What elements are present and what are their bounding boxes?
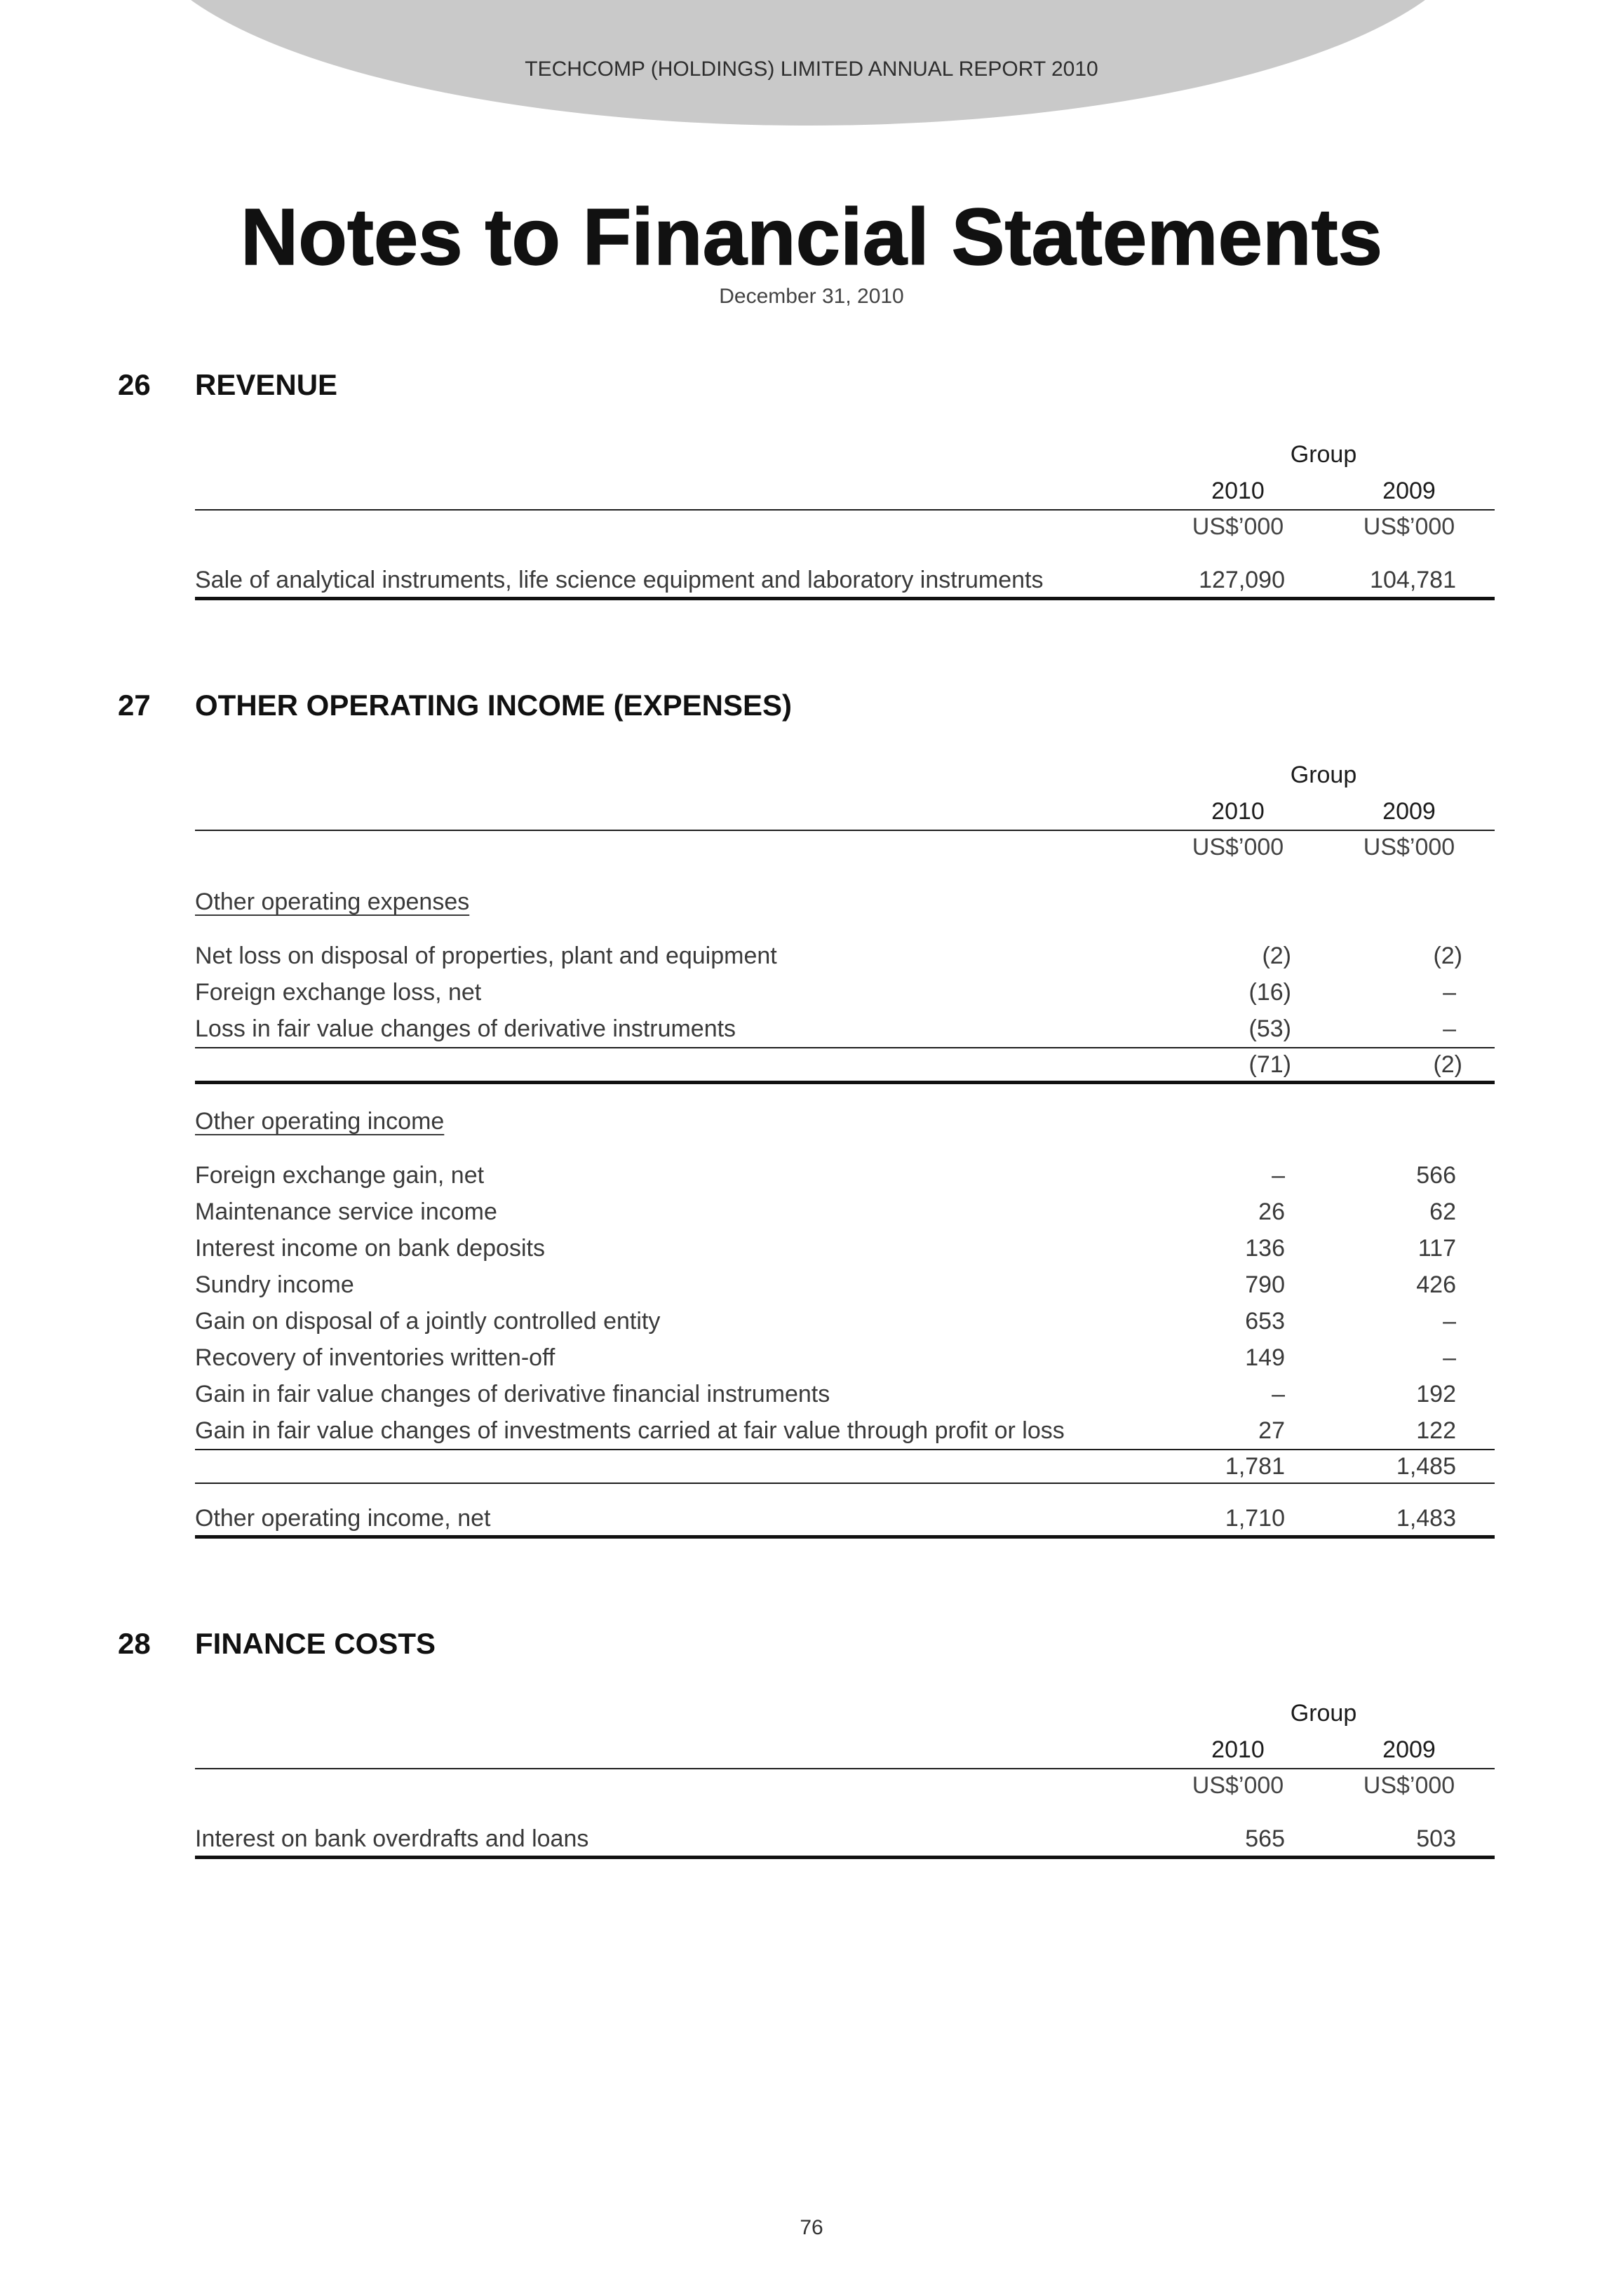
value-2009: 117 (1417, 1235, 1456, 1262)
row-label: Gain in fair value changes of investments carried at fair value through profit or loss (195, 1417, 1065, 1444)
value-2009: – (1443, 1015, 1456, 1042)
table-row (195, 1303, 1495, 1339)
row-label (195, 1048, 1191, 1081)
statement-date: December 31, 2010 (719, 285, 904, 308)
row-label: Foreign exchange loss, net (195, 979, 482, 1006)
column-year-prior: 2009 (1382, 798, 1436, 825)
value-2010: 136 (1245, 1235, 1285, 1262)
column-year-current: 2010 (1211, 1736, 1265, 1763)
value-2009: 1,485 (1396, 1453, 1456, 1480)
page-title: Notes to Financial Statements (240, 193, 1382, 282)
value-2010: 1,710 (1225, 1505, 1285, 1532)
value-2010: (16) (1248, 979, 1291, 1006)
note-section (0, 687, 1623, 1539)
column-group-header: Group (1290, 762, 1357, 788)
value-2009: 104,781 (1370, 567, 1456, 593)
value-2009: 122 (1416, 1417, 1456, 1444)
column-year-current: 2010 (1211, 478, 1265, 504)
table-body (195, 1822, 1495, 1859)
note-number: 28 (118, 1627, 151, 1660)
row-label: Recovery of inventories written-off (195, 1344, 555, 1371)
note-section (0, 1626, 1623, 1859)
value-2010: – (1272, 1162, 1285, 1189)
header-spacer (195, 757, 1191, 793)
total-row (195, 1501, 1495, 1539)
value-2009: – (1443, 979, 1456, 1006)
subheading-label: Other operating income (195, 1108, 445, 1135)
column-year-row (195, 473, 1495, 511)
table-row (195, 1194, 1495, 1230)
table-row (195, 1230, 1495, 1267)
report-title: TECHCOMP (HOLDINGS) LIMITED ANNUAL REPORT 2010 (525, 58, 1098, 81)
column-unit-row (195, 511, 1495, 543)
row-label: Foreign exchange gain, net (195, 1162, 485, 1189)
note-number: 27 (118, 689, 151, 722)
table-row (195, 1011, 1495, 1047)
header-spacer (195, 1769, 1191, 1802)
header-spacer (195, 511, 1191, 543)
note-number: 26 (118, 368, 151, 401)
note-title: REVENUE (195, 368, 338, 401)
subheading-label: Other operating expenses (195, 889, 470, 915)
table-row (195, 1157, 1495, 1194)
value-2009: (2) (1433, 1051, 1462, 1078)
table-row (195, 1339, 1495, 1376)
value-2010: 26 (1258, 1198, 1285, 1225)
table-row (195, 1822, 1495, 1859)
column-unit-row (195, 1769, 1495, 1802)
note-title: FINANCE COSTS (195, 1627, 436, 1660)
row-label (195, 1450, 1191, 1483)
table-row (195, 1267, 1495, 1303)
header-spacer (195, 473, 1191, 509)
row-label: Interest on bank overdrafts and loans (195, 1825, 589, 1852)
column-year-prior: 2009 (1382, 1736, 1436, 1763)
column-year-current: 2010 (1211, 798, 1265, 825)
row-label: Interest income on bank deposits (195, 1235, 545, 1262)
row-label: Gain in fair value changes of derivative financial instruments (195, 1381, 830, 1407)
row-label: Sundry income (195, 1271, 354, 1298)
header-spacer (195, 436, 1191, 473)
row-label: Net loss on disposal of properties, plant and equipment (195, 943, 777, 969)
column-unit-current: US$’000 (1192, 513, 1284, 540)
value-2010: 27 (1258, 1417, 1285, 1444)
value-2009: 503 (1416, 1825, 1456, 1852)
value-2010: 149 (1245, 1344, 1285, 1371)
header-spacer (195, 1695, 1191, 1731)
header-spacer (195, 793, 1191, 830)
value-2010: 1,781 (1225, 1453, 1285, 1480)
header-spacer (195, 1731, 1191, 1768)
column-unit-row (195, 831, 1495, 863)
row-label: Maintenance service income (195, 1198, 497, 1225)
note-heading (0, 1626, 1623, 1662)
table-row (195, 563, 1495, 600)
row-label: Sale of analytical instruments, life science equipment and laboratory instruments (195, 567, 1044, 593)
value-2009: (2) (1433, 943, 1462, 969)
financial-table (195, 757, 1495, 1539)
subheading (195, 1103, 1495, 1140)
value-2009: 566 (1416, 1162, 1456, 1189)
note-heading (0, 367, 1623, 403)
value-2009: 426 (1416, 1271, 1456, 1298)
note-heading (0, 687, 1623, 724)
column-unit-prior: US$’000 (1363, 1772, 1455, 1799)
row-label: Other operating income, net (195, 1505, 491, 1532)
value-2009: 1,483 (1396, 1505, 1456, 1532)
table-row (195, 938, 1495, 974)
column-year-row (195, 1731, 1495, 1769)
column-group-header: Group (1290, 1700, 1357, 1727)
subtotal-row (195, 1047, 1495, 1084)
subtotal-row (195, 1449, 1495, 1484)
column-group-row (195, 1695, 1495, 1731)
value-2010: 565 (1245, 1825, 1285, 1852)
value-2009: 62 (1429, 1198, 1456, 1225)
column-group-row (195, 757, 1495, 793)
column-year-row (195, 793, 1495, 831)
table-row (195, 1376, 1495, 1412)
value-2010: 127,090 (1199, 567, 1285, 593)
page-number: 76 (800, 2216, 823, 2239)
header-spacer (195, 831, 1191, 863)
column-unit-prior: US$’000 (1363, 513, 1455, 540)
column-unit-current: US$’000 (1192, 1772, 1284, 1799)
subheading (195, 884, 1495, 920)
column-unit-prior: US$’000 (1363, 834, 1455, 860)
table-body (195, 884, 1495, 1539)
table-row (195, 1412, 1495, 1449)
notes-container (0, 367, 1623, 1946)
column-year-prior: 2009 (1382, 478, 1436, 504)
column-group-header: Group (1290, 441, 1357, 468)
value-2010: 653 (1245, 1308, 1285, 1335)
value-2010: (53) (1248, 1015, 1291, 1042)
value-2010: – (1272, 1381, 1285, 1407)
value-2009: – (1443, 1344, 1456, 1371)
note-title: OTHER OPERATING INCOME (EXPENSES) (195, 689, 792, 722)
financial-table (195, 1695, 1495, 1859)
value-2010: (71) (1248, 1051, 1291, 1078)
table-row (195, 974, 1495, 1011)
value-2010: 790 (1245, 1271, 1285, 1298)
value-2009: 192 (1416, 1381, 1456, 1407)
note-section (0, 367, 1623, 600)
row-label: Gain on disposal of a jointly controlled entity (195, 1308, 661, 1335)
value-2009: – (1443, 1308, 1456, 1335)
row-label: Loss in fair value changes of derivative instruments (195, 1015, 736, 1042)
column-unit-current: US$’000 (1192, 834, 1284, 860)
column-group-row (195, 436, 1495, 473)
value-2010: (2) (1262, 943, 1291, 969)
table-body (195, 563, 1495, 600)
financial-table (195, 436, 1495, 600)
